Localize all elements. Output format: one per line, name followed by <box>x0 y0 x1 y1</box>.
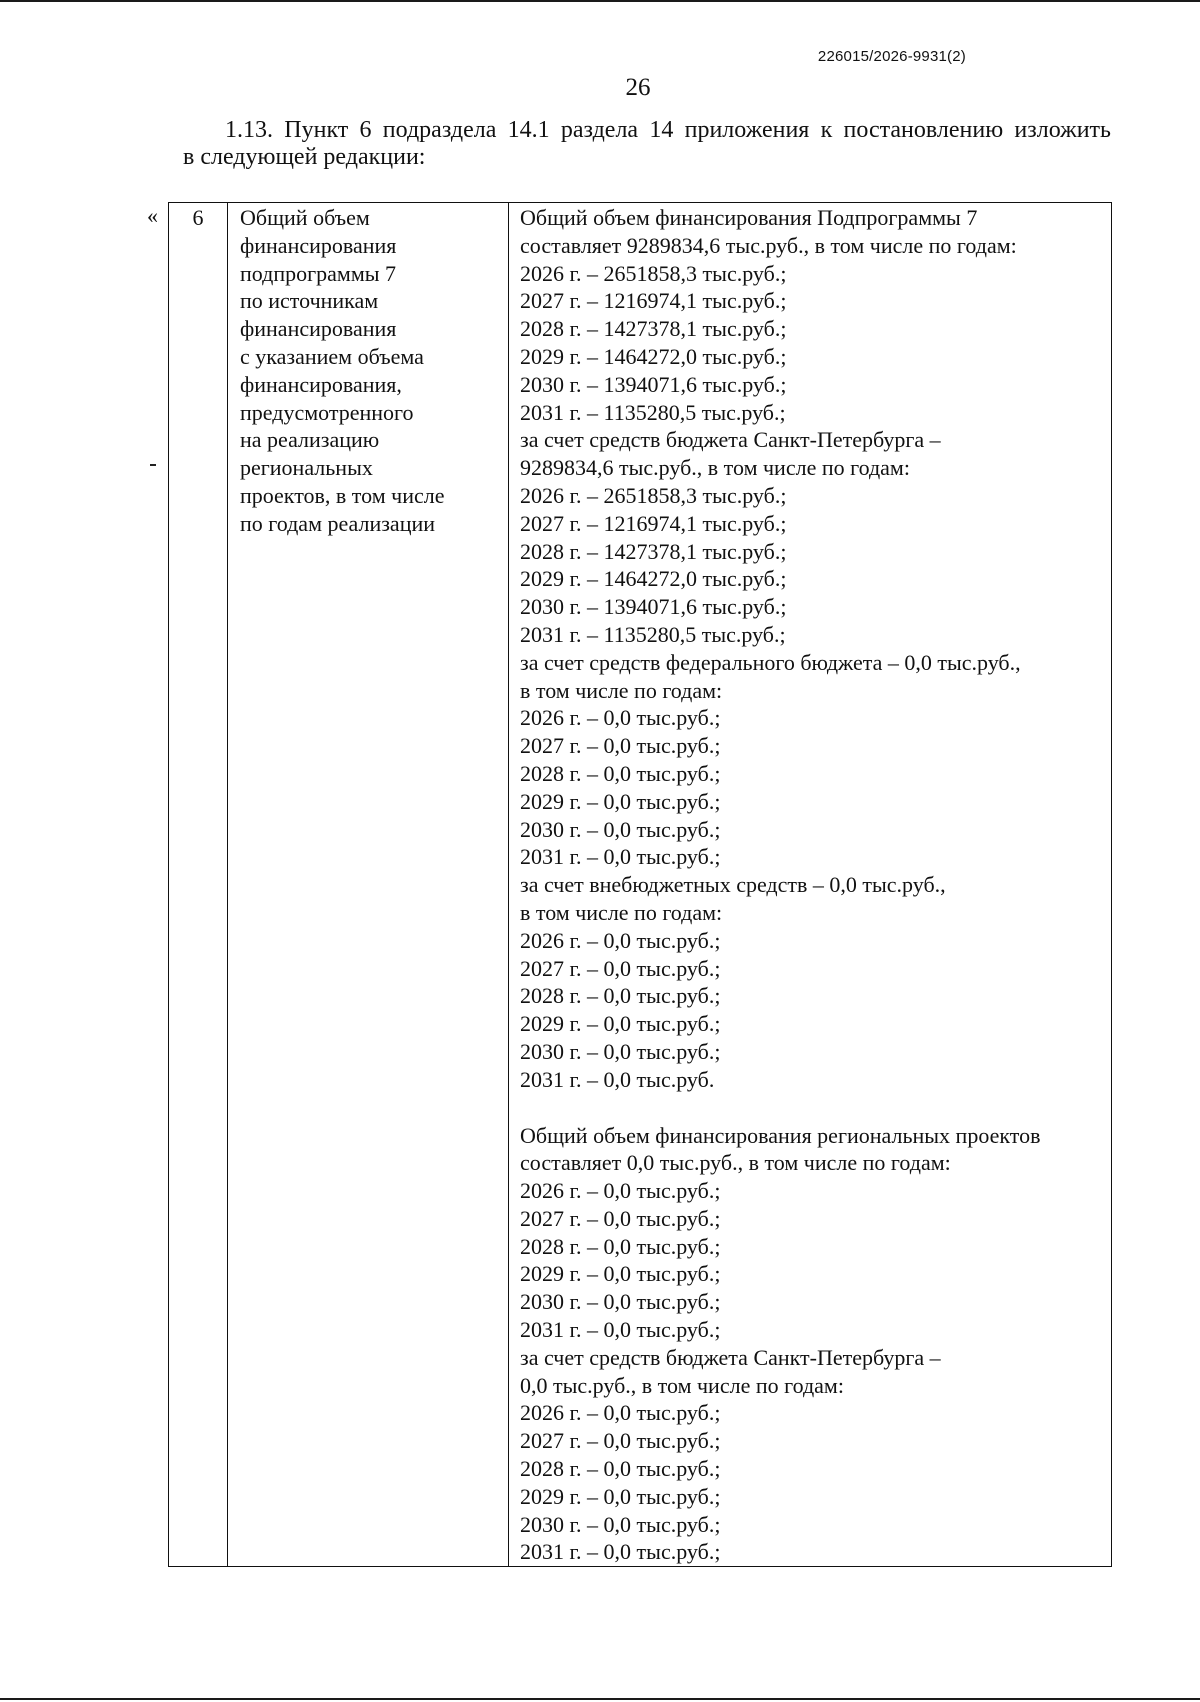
value-line: 2026 г. – 0,0 тыс.руб.; <box>520 1400 721 1426</box>
value-line: 2028 г. – 0,0 тыс.руб.; <box>520 983 721 1009</box>
scan-top-border <box>0 0 1200 2</box>
description-line: по источникам <box>240 288 379 314</box>
value-line: 2028 г. – 1427378,1 тыс.руб.; <box>520 538 787 564</box>
value-line: за счет внебюджетных средств – 0,0 тыс.руб., <box>520 872 946 898</box>
value-line: 2029 г. – 0,0 тыс.руб.; <box>520 1483 721 1509</box>
value-line: 2030 г. – 1394071,6 тыс.руб.; <box>520 371 787 397</box>
value-line: 9289834,6 тыс.руб., в том числе по годам: <box>520 455 910 481</box>
value-line: 2029 г. – 0,0 тыс.руб.; <box>520 1011 721 1037</box>
value-line: 2026 г. – 0,0 тыс.руб.; <box>520 705 721 731</box>
description-line: региональных <box>240 455 373 481</box>
description-line: финансирования <box>240 232 397 258</box>
intro-paragraph <box>183 117 1111 171</box>
value-line: 2027 г. – 0,0 тыс.руб.; <box>520 733 721 759</box>
value-line: 2030 г. – 0,0 тыс.руб.; <box>520 1511 721 1537</box>
value-line: 2031 г. – 0,0 тыс.руб.; <box>520 1539 721 1565</box>
value-line: 2028 г. – 0,0 тыс.руб.; <box>520 1456 721 1482</box>
value-line: 2030 г. – 0,0 тыс.руб.; <box>520 816 721 842</box>
value-line: 2027 г. – 1216974,1 тыс.руб.; <box>520 288 787 314</box>
value-cell <box>509 203 1112 1567</box>
value-line: 2026 г. – 0,0 тыс.руб.; <box>520 927 721 953</box>
value-line: 2026 г. – 0,0 тыс.руб.; <box>520 1178 721 1204</box>
value-line: в том числе по годам: <box>520 899 723 925</box>
value-line: 2029 г. – 1464272,0 тыс.руб.; <box>520 343 787 369</box>
description-line: финансирования <box>240 316 397 342</box>
value-line: 2027 г. – 0,0 тыс.руб.; <box>520 955 721 981</box>
value-line: 2027 г. – 0,0 тыс.руб.; <box>520 1205 721 1231</box>
value-line: 2027 г. – 1216974,1 тыс.руб.; <box>520 510 787 536</box>
value-line: 2029 г. – 0,0 тыс.руб.; <box>520 1261 721 1287</box>
opening-quote-mark: « <box>147 203 158 228</box>
description-line: Общий объем <box>240 205 370 230</box>
block-spacer <box>520 1094 1111 1122</box>
description-line: финансирования, <box>240 371 402 397</box>
description-line: с указанием объема <box>240 343 424 369</box>
value-line: 2030 г. – 0,0 тыс.руб.; <box>520 1289 721 1315</box>
description-line: проектов, в том числе <box>240 482 445 508</box>
intro-line-1: 1.13. Пункт 6 подраздела 14.1 раздела 14 приложения к постановлению изложить <box>225 117 1111 143</box>
financing-block-regional-projects <box>520 1122 1111 1567</box>
value-line: за счет средств федерального бюджета – 0,0 тыс.руб., <box>520 649 1021 675</box>
value-line: 2031 г. – 0,0 тыс.руб.; <box>520 1317 721 1343</box>
value-line: за счет средств бюджета Санкт-Петербурга – <box>520 427 941 453</box>
scan-bottom-border <box>0 1698 1200 1700</box>
description-line: предусмотренного <box>240 399 414 425</box>
description-cell <box>228 203 509 1567</box>
value-line: 2031 г. – 1135280,5 тыс.руб.; <box>520 621 786 647</box>
description-line: по годам реализации <box>240 510 436 536</box>
value-line: Общий объем финансирования региональных проектов <box>520 1122 1041 1148</box>
row-number-cell: 6 <box>169 203 228 1567</box>
value-line: 2030 г. – 1394071,6 тыс.руб.; <box>520 594 787 620</box>
value-line: 2031 г. – 1135280,5 тыс.руб.; <box>520 399 786 425</box>
value-line: 2026 г. – 2651858,3 тыс.руб.; <box>520 482 787 508</box>
value-line: за счет средств бюджета Санкт-Петербурга – <box>520 1344 941 1370</box>
intro-line-2: в следующей редакции: <box>183 144 426 170</box>
value-line: 2028 г. – 0,0 тыс.руб.; <box>520 1233 721 1259</box>
value-line: 2031 г. – 0,0 тыс.руб. <box>520 1066 715 1092</box>
value-line: 2029 г. – 1464272,0 тыс.руб.; <box>520 566 787 592</box>
value-line: 2029 г. – 0,0 тыс.руб.; <box>520 788 721 814</box>
value-line: 2028 г. – 0,0 тыс.руб.; <box>520 760 721 786</box>
value-line: в том числе по годам: <box>520 677 723 703</box>
value-line: 2026 г. – 2651858,3 тыс.руб.; <box>520 260 787 286</box>
value-line: 0,0 тыс.руб., в том числе по годам: <box>520 1372 844 1398</box>
description-line: подпрограммы 7 <box>240 260 397 286</box>
table-row <box>169 203 1112 1567</box>
value-line: 2028 г. – 1427378,1 тыс.руб.; <box>520 316 787 342</box>
document-id: 226015/2026-9931(2) <box>817 48 966 65</box>
value-line: 2030 г. – 0,0 тыс.руб.; <box>520 1038 721 1064</box>
margin-dash-mark <box>150 464 156 466</box>
financing-table <box>168 202 1112 1567</box>
value-line: 2031 г. – 0,0 тыс.руб.; <box>520 844 721 870</box>
financing-block-subprogram <box>520 204 1111 1094</box>
value-line: 2027 г. – 0,0 тыс.руб.; <box>520 1428 721 1454</box>
value-line: Общий объем финансирования Подпрограммы 7 <box>520 205 978 230</box>
page-number: 26 <box>625 74 651 101</box>
value-line: составляет 9289834,6 тыс.руб., в том числе по годам: <box>520 232 1017 258</box>
value-line: составляет 0,0 тыс.руб., в том числе по годам: <box>520 1150 951 1176</box>
description-line: на реализацию <box>240 427 380 453</box>
